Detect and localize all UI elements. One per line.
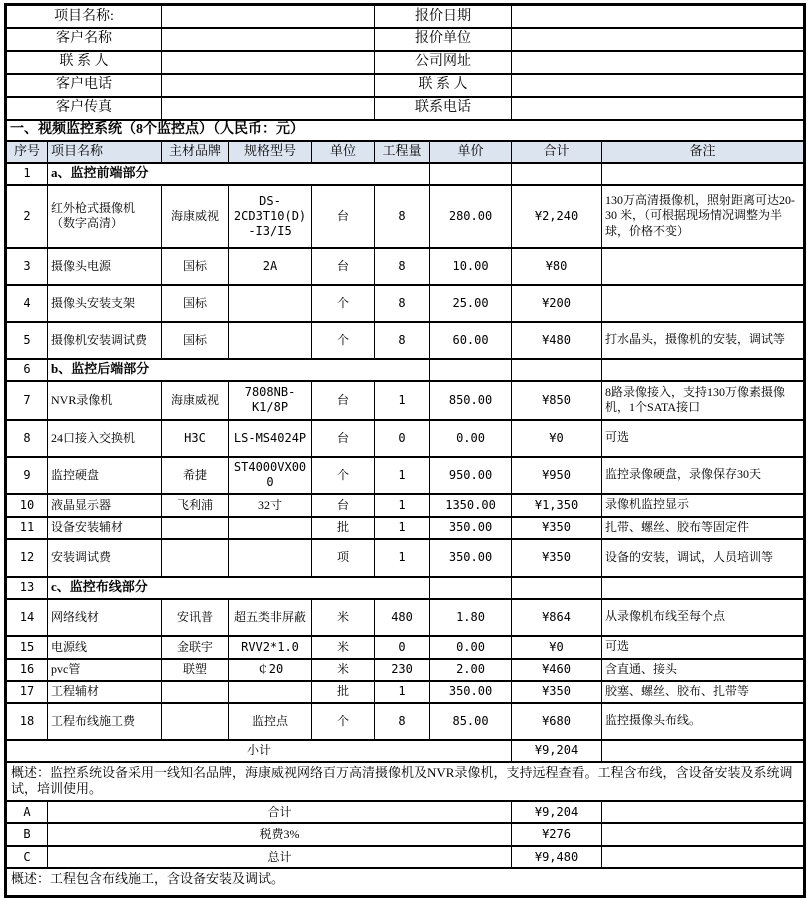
cell-no: 3	[6, 248, 48, 285]
cell-model: 2A	[229, 248, 312, 285]
cell-brand: 国标	[162, 248, 229, 285]
subtotal-row	[6, 740, 805, 762]
cell-no: 9	[6, 457, 48, 494]
cell-unit-price: 10.00	[430, 248, 512, 285]
cell-name: 网络线材	[48, 599, 162, 636]
cell-qty: 1	[375, 381, 430, 420]
table-row	[6, 681, 805, 703]
table-row	[6, 185, 805, 248]
cell-qty: 0	[375, 420, 430, 457]
cell-unit-price: 350.00	[430, 517, 512, 539]
cell-brand	[162, 539, 229, 577]
cell-qty: 1	[375, 457, 430, 494]
contact-person-label: 联 系 人	[6, 51, 162, 74]
cell-empty	[602, 801, 805, 823]
table-row	[6, 457, 805, 494]
customer-fax-label: 客户传真	[6, 97, 162, 120]
subtotal-value: ¥9,204	[512, 740, 602, 762]
cell-total: ¥1,350	[512, 494, 602, 517]
cell-unit: 台	[312, 381, 375, 420]
cell-empty	[512, 577, 602, 599]
cell-unit: 个	[312, 322, 375, 359]
table-row	[6, 517, 805, 539]
section-row	[6, 359, 805, 381]
total-row	[6, 823, 805, 846]
customer-phone-value	[162, 74, 375, 97]
cell-brand: 安讯普	[162, 599, 229, 636]
cell-name: 安装调试费	[48, 539, 162, 577]
cell-total: ¥680	[512, 703, 602, 740]
section-row	[6, 577, 805, 599]
cell-empty	[430, 163, 512, 185]
summary-note-top: 概述：监控系统设备采用一线知名品牌，海康威视网络百万高清摄像机及NVR录像机，支持远程查看。工程含布线，含设备安装及系统调试，培训使用。	[6, 762, 805, 802]
col-header-qty: 工程量	[375, 141, 430, 163]
cell-total: ¥0	[512, 636, 602, 659]
customer-name-label: 客户名称	[6, 28, 162, 51]
cell-remark: 设备的安装，调试，人员培训等	[602, 539, 805, 577]
cell-unit-price: 950.00	[430, 457, 512, 494]
seller-contact-value	[512, 74, 805, 97]
cell-name: 红外枪式摄像机（数字高清）	[48, 185, 162, 248]
cell-total: ¥850	[512, 381, 602, 420]
cell-no: 18	[6, 703, 48, 740]
cell-no: 17	[6, 681, 48, 703]
cell-unit-price: 2.00	[430, 659, 512, 681]
cell-model: ST4000VX000	[229, 457, 312, 494]
cell-name: 摄像头安装支架	[48, 285, 162, 322]
cell-no: 5	[6, 322, 48, 359]
col-header-price: 单价	[430, 141, 512, 163]
cell-no: 2	[6, 185, 48, 248]
cell-model	[229, 322, 312, 359]
total-row-label: 总计	[48, 846, 512, 868]
section-title: 一、视频监控系统（8个监控点）（人民币：元）	[6, 120, 805, 141]
cell-name: 工程辅材	[48, 681, 162, 703]
info-row	[6, 97, 805, 120]
cell-no: 14	[6, 599, 48, 636]
total-row-value: ¥276	[512, 823, 602, 846]
cell-qty: 8	[375, 285, 430, 322]
cell-remark	[602, 285, 805, 322]
cell-model: 超五类非屏蔽	[229, 599, 312, 636]
col-header-name: 项目名称	[48, 141, 162, 163]
table-row	[6, 703, 805, 740]
summary-row	[6, 868, 805, 896]
section-row	[6, 163, 805, 185]
total-row-letter: C	[6, 846, 48, 868]
cell-name: NVR录像机	[48, 381, 162, 420]
cell-qty: 1	[375, 681, 430, 703]
cell-remark: 监控摄像头布线。	[602, 703, 805, 740]
cell-brand: H3C	[162, 420, 229, 457]
cell-empty	[512, 163, 602, 185]
customer-phone-label: 客户电话	[6, 74, 162, 97]
project-name-value	[162, 5, 375, 28]
cell-total: ¥460	[512, 659, 602, 681]
customer-name-value	[162, 28, 375, 51]
cell-empty	[602, 577, 805, 599]
cell-model: LS-MS4024P	[229, 420, 312, 457]
summary-row	[6, 762, 805, 802]
cell-brand: 希捷	[162, 457, 229, 494]
cell-empty	[512, 359, 602, 381]
cell-unit: 米	[312, 599, 375, 636]
total-row	[6, 846, 805, 868]
cell-total: ¥80	[512, 248, 602, 285]
customer-fax-value	[162, 97, 375, 120]
cell-no: 12	[6, 539, 48, 577]
cell-remark: 可选	[602, 636, 805, 659]
seller-phone-label: 联系电话	[375, 97, 512, 120]
cell-brand: 飞利浦	[162, 494, 229, 517]
cell-remark: 从录像机布线至每个点	[602, 599, 805, 636]
cell-no: 6	[6, 359, 48, 381]
contact-person-value	[162, 51, 375, 74]
cell-unit: 个	[312, 703, 375, 740]
total-row-letter: B	[6, 823, 48, 846]
cell-qty: 480	[375, 599, 430, 636]
total-row	[6, 801, 805, 823]
cell-model: RVV2*1.0	[229, 636, 312, 659]
table-row	[6, 599, 805, 636]
section-label: a、监控前端部分	[48, 163, 430, 185]
company-website-value	[512, 51, 805, 74]
cell-name: 摄像头电源	[48, 248, 162, 285]
table-row	[6, 381, 805, 420]
cell-total: ¥2,240	[512, 185, 602, 248]
cell-qty: 230	[375, 659, 430, 681]
cell-remark: 含直通、接头	[602, 659, 805, 681]
cell-name: 摄像机安装调试费	[48, 322, 162, 359]
summary-note-bottom: 概述：工程包含布线施工，含设备安装及调试。	[6, 868, 805, 896]
table-row	[6, 248, 805, 285]
cell-remark: 130万高清摄像机，照射距离可达20-30 米，（可根据现场情况调整为半球，价格不变）	[602, 185, 805, 248]
cell-name: 24口接入交换机	[48, 420, 162, 457]
cell-remark: 扎带、螺丝、胶布等固定件	[602, 517, 805, 539]
cell-no: 15	[6, 636, 48, 659]
section-label: c、监控布线部分	[48, 577, 430, 599]
cell-no: 4	[6, 285, 48, 322]
cell-remark: 监控录像硬盘，录像保存30天	[602, 457, 805, 494]
cell-brand	[162, 517, 229, 539]
total-row-label: 税费3%	[48, 823, 512, 846]
cell-no: 8	[6, 420, 48, 457]
table-row	[6, 494, 805, 517]
cell-name: 设备安装辅材	[48, 517, 162, 539]
cell-model: 32寸	[229, 494, 312, 517]
cell-unit-price: 25.00	[430, 285, 512, 322]
cell-qty: 8	[375, 322, 430, 359]
seller-phone-value	[512, 97, 805, 120]
cell-remark: 8路录像接入，支持130万像素摄像机，1个SATA接口	[602, 381, 805, 420]
cell-unit: 台	[312, 420, 375, 457]
cell-brand: 国标	[162, 322, 229, 359]
cell-unit-price: 0.00	[430, 636, 512, 659]
cell-brand: 金联宇	[162, 636, 229, 659]
cell-brand: 联塑	[162, 659, 229, 681]
cell-remark: 打水晶头，摄像机的安装，调试等	[602, 322, 805, 359]
cell-empty	[602, 163, 805, 185]
quote-company-label: 报价单位	[375, 28, 512, 51]
cell-brand: 国标	[162, 285, 229, 322]
cell-model	[229, 285, 312, 322]
cell-total: ¥200	[512, 285, 602, 322]
quote-company-value	[512, 28, 805, 51]
cell-qty: 0	[375, 636, 430, 659]
company-website-label: 公司网址	[375, 51, 512, 74]
cell-unit: 批	[312, 517, 375, 539]
cell-empty	[602, 846, 805, 868]
info-row	[6, 5, 805, 28]
col-header-total: 合计	[512, 141, 602, 163]
total-row-value: ¥9,480	[512, 846, 602, 868]
table-row	[6, 636, 805, 659]
cell-empty	[602, 823, 805, 846]
cell-remark: 录像机监控显示	[602, 494, 805, 517]
col-header-no: 序号	[6, 141, 48, 163]
cell-total: ¥864	[512, 599, 602, 636]
total-row-label: 合计	[48, 801, 512, 823]
cell-brand: 海康威视	[162, 185, 229, 248]
cell-no: 7	[6, 381, 48, 420]
cell-model: 7808NB-K1/8P	[229, 381, 312, 420]
cell-model	[229, 681, 312, 703]
cell-empty	[602, 740, 805, 762]
cell-empty	[430, 577, 512, 599]
section-title-row	[6, 120, 805, 141]
total-row-letter: A	[6, 801, 48, 823]
cell-total: ¥0	[512, 420, 602, 457]
cell-total: ¥480	[512, 322, 602, 359]
cell-no: 10	[6, 494, 48, 517]
cell-remark: 胶塞、螺丝、胶布、扎带等	[602, 681, 805, 703]
cell-unit: 项	[312, 539, 375, 577]
cell-no: 11	[6, 517, 48, 539]
table-row	[6, 322, 805, 359]
cell-name: 电源线	[48, 636, 162, 659]
cell-qty: 1	[375, 494, 430, 517]
cell-name: 监控硬盘	[48, 457, 162, 494]
subtotal-label: 小计	[6, 740, 512, 762]
cell-unit-price: 60.00	[430, 322, 512, 359]
cell-no: 1	[6, 163, 48, 185]
cell-remark	[602, 248, 805, 285]
cell-unit-price: 1.80	[430, 599, 512, 636]
cell-unit-price: 850.00	[430, 381, 512, 420]
section-label: b、监控后端部分	[48, 359, 430, 381]
cell-brand	[162, 703, 229, 740]
cell-no: 16	[6, 659, 48, 681]
table-row	[6, 285, 805, 322]
cell-unit: 米	[312, 659, 375, 681]
quotation-table	[4, 3, 806, 898]
seller-contact-label: 联 系 人	[375, 74, 512, 97]
cell-model: 监控点	[229, 703, 312, 740]
info-row	[6, 28, 805, 51]
cell-total: ¥350	[512, 681, 602, 703]
cell-qty: 1	[375, 539, 430, 577]
cell-qty: 8	[375, 248, 430, 285]
cell-unit: 批	[312, 681, 375, 703]
cell-no: 13	[6, 577, 48, 599]
cell-qty: 8	[375, 185, 430, 248]
cell-unit-price: 0.00	[430, 420, 512, 457]
column-header-row	[6, 141, 805, 163]
cell-brand: 海康威视	[162, 381, 229, 420]
cell-unit: 米	[312, 636, 375, 659]
cell-remark: 可选	[602, 420, 805, 457]
project-name-label: 项目名称:	[6, 5, 162, 28]
table-row	[6, 659, 805, 681]
cell-unit-price: 85.00	[430, 703, 512, 740]
cell-unit: 台	[312, 185, 375, 248]
cell-model: ￠20	[229, 659, 312, 681]
cell-unit-price: 350.00	[430, 681, 512, 703]
cell-unit: 个	[312, 285, 375, 322]
table-row	[6, 420, 805, 457]
cell-total: ¥350	[512, 539, 602, 577]
cell-unit: 台	[312, 248, 375, 285]
cell-model: DS-2CD3T10(D)-I3/I5	[229, 185, 312, 248]
col-header-remark: 备注	[602, 141, 805, 163]
col-header-brand: 主材品牌	[162, 141, 229, 163]
cell-name: 液晶显示器	[48, 494, 162, 517]
cell-total: ¥950	[512, 457, 602, 494]
cell-qty: 8	[375, 703, 430, 740]
cell-model	[229, 539, 312, 577]
cell-empty	[430, 359, 512, 381]
cell-brand	[162, 681, 229, 703]
cell-name: 工程布线施工费	[48, 703, 162, 740]
cell-total: ¥350	[512, 517, 602, 539]
col-header-model: 规格型号	[229, 141, 312, 163]
quote-date-value	[512, 5, 805, 28]
col-header-unit: 单位	[312, 141, 375, 163]
cell-unit: 个	[312, 457, 375, 494]
info-row	[6, 51, 805, 74]
cell-unit: 台	[312, 494, 375, 517]
total-row-value: ¥9,204	[512, 801, 602, 823]
cell-unit-price: 350.00	[430, 539, 512, 577]
cell-empty	[602, 359, 805, 381]
info-row	[6, 74, 805, 97]
cell-unit-price: 280.00	[430, 185, 512, 248]
quote-date-label: 报价日期	[375, 5, 512, 28]
cell-unit-price: 1350.00	[430, 494, 512, 517]
cell-model	[229, 517, 312, 539]
cell-qty: 1	[375, 517, 430, 539]
table-row	[6, 539, 805, 577]
cell-name: pvc管	[48, 659, 162, 681]
